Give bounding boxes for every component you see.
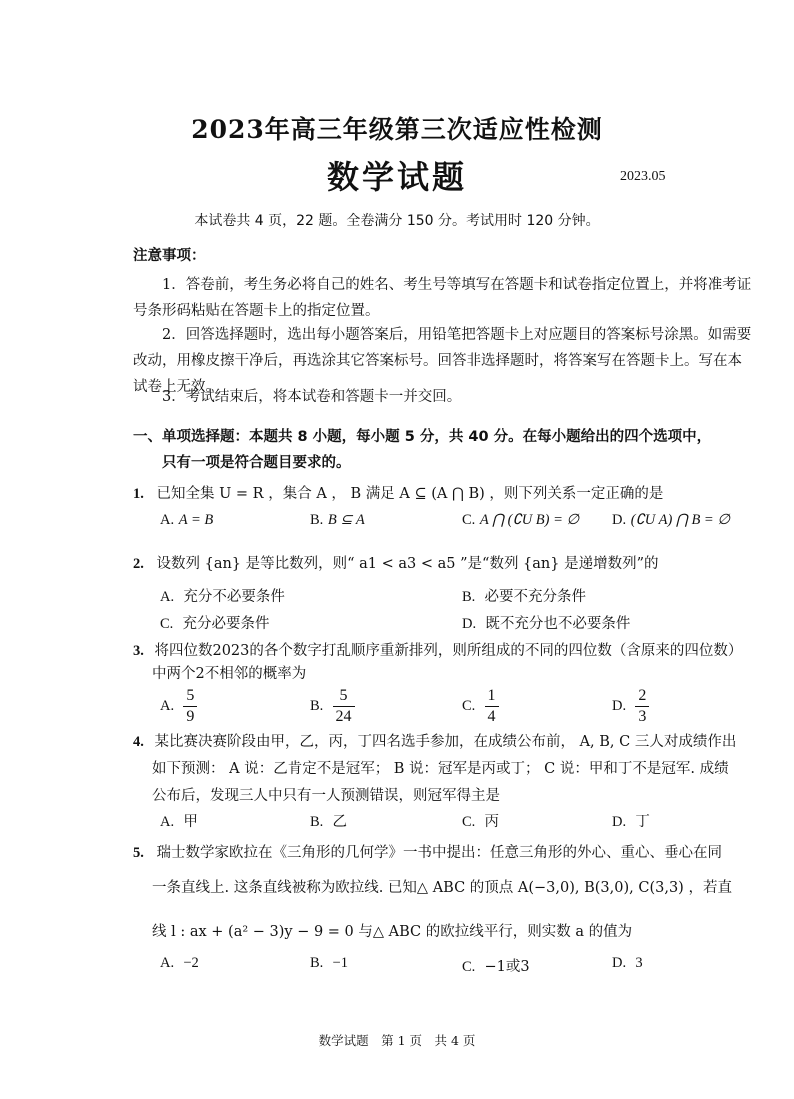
question-number: 5. — [133, 845, 144, 861]
question-2 — [133, 552, 659, 573]
question-number: 2. — [133, 556, 144, 572]
q5-option-b: B. −1 — [310, 955, 348, 971]
exam-subtitle: 数学试题 — [326, 158, 467, 196]
q2-option-b: B. 必要不充分条件 — [462, 589, 587, 605]
exam-info: 本试卷共 4 页，22 题。全卷满分 150 分。考试用时 120 分钟。 — [194, 213, 600, 229]
q3-option-b: B. $\frac{5}{24}$ — [310, 686, 355, 727]
notes-heading: 注意事项： — [133, 248, 206, 264]
q1-option-d: D. (∁U A) ⋂ B = ∅ — [612, 512, 730, 528]
q1-option-a: A. A = B — [160, 512, 214, 528]
note-item-1: 1．答卷前，考生务必将自己的姓名、考生号等填写在答题卡和试卷指定位置上，并将准考证号条形码粘贴在答题卡上的指定位置。 — [133, 277, 752, 319]
question-number: 4. — [133, 734, 144, 750]
question-1 — [133, 482, 663, 503]
q2-option-d: D. 既不充分也不必要条件 — [462, 616, 631, 632]
question-4 — [133, 730, 736, 751]
question-number: 1. — [133, 486, 144, 502]
q3-option-a: A. $\frac{5}{9}$ — [160, 686, 197, 727]
question-number: 3. — [133, 643, 144, 659]
question-text-line-1: 将四位数2023的各个数字打乱顺序重新排列，则所组成的不同的四位数（含原来的四位数） — [154, 643, 743, 659]
q4-option-c: C. 丙 — [462, 814, 500, 830]
question-5-line-3: 线 l : ax + (a² − 3)y − 9 = 0 与△ ABC 的欧拉线平行，则实数 a 的值为 — [152, 924, 633, 940]
note-item-2: 2．回答选择题时，选出每小题答案后，用铅笔把答题卡上对应题目的答案标号涂黑。如需要改动，用橡皮擦干净后，再选涂其它答案标号。回答非选择题时，将答案写在答题卡上。写在本试卷上无效。 — [133, 327, 752, 395]
question-text-line-1: 某比赛决赛阶段由甲，乙，丙，丁四名选手参加，在成绩公布前， A, B, C 三人对成绩作出 — [154, 734, 737, 750]
question-3 — [133, 639, 742, 660]
q2-option-c: C. 充分必要条件 — [160, 616, 270, 632]
q5-option-a: A. −2 — [160, 955, 199, 971]
q1-option-b: B. B ⊆ A — [310, 512, 365, 528]
q2-option-a: A. 充分不必要条件 — [160, 589, 285, 605]
note-item-3: 3．考试结束后，将本试卷和答题卡一并交回。 — [162, 389, 462, 405]
q4-option-d: D. 丁 — [612, 814, 650, 830]
question-text: 设数列 {an} 是等比数列，则“ a1 < a3 < a5 ”是“数列 {an} 是递增数列”的 — [156, 556, 659, 572]
question-3-line-2: 中两个2不相邻的概率为 — [152, 666, 307, 682]
question-4-line-2: 如下预测： A 说：乙肯定不是冠军； B 说：冠军是丙或丁； C 说：甲和丁不是冠军. 成绩 — [152, 761, 729, 777]
q5-option-c: C. −1或3 — [462, 959, 530, 975]
exam-date: 2023.05 — [620, 169, 666, 184]
question-5-line-2: 一条直线上. 这条直线被称为欧拉线. 已知△ ABC 的顶点 A(−3,0), B(3,0), C(3,3) ，若直 — [152, 880, 732, 896]
section-line-1: 一、单项选择题：本题共 8 小题，每小题 5 分，共 40 分。在每小题给出的四个选项中， — [133, 429, 712, 445]
q1-option-c: C. A ⋂ (∁U B) = ∅ — [462, 512, 580, 528]
question-4-line-3: 公布后，发现三人中只有一人预测错误，则冠军得主是 — [152, 788, 500, 804]
question-5 — [133, 841, 722, 862]
q5-option-d: D. 3 — [612, 955, 643, 971]
q3-option-d: D. $\frac{2}{3}$ — [612, 686, 649, 727]
q4-option-b: B. 乙 — [310, 814, 348, 830]
section-heading — [133, 424, 711, 476]
page-footer: 数学试题 第 1 页 共 4 页 — [318, 1033, 476, 1048]
question-text-line-1: 瑞士数学家欧拉在《三角形的几何学》一书中提出：任意三角形的外心、重心、垂心在同 — [156, 845, 722, 861]
question-text: 已知全集 U = R ，集合 A ， B 满足 A ⊆ (A ⋂ B) ，则下列关系一定正确的是 — [156, 486, 664, 502]
exam-title: 2023年高三年级第三次适应性检测 — [191, 115, 603, 144]
q4-option-a: A. 甲 — [160, 814, 198, 830]
q3-option-c: C. $\frac{1}{4}$ — [462, 686, 499, 727]
section-line-2: 只有一项是符合题目要求的。 — [162, 455, 351, 471]
